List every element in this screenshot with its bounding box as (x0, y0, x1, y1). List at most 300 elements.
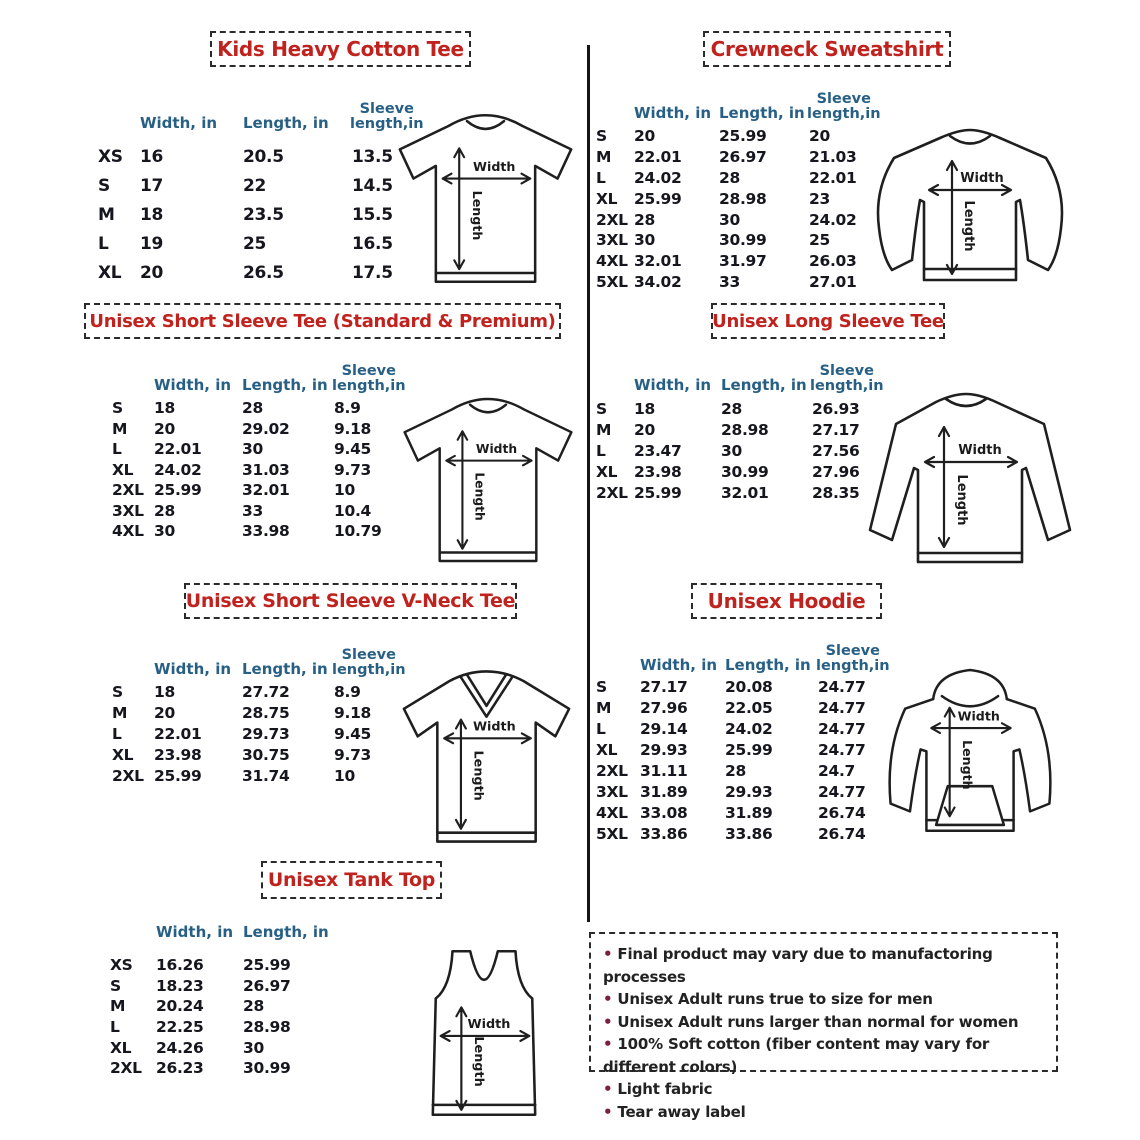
cell-text: • Final product may vary due to manufactoring processes (603, 945, 993, 986)
v-collar-line (461, 677, 512, 716)
cell-length: 27.72 (242, 683, 290, 702)
width-arrow-label: Width (957, 708, 1000, 724)
cell-width: 23.98 (634, 462, 682, 481)
width-arrow (444, 733, 531, 743)
table-header-row (596, 350, 892, 394)
table-header-row (596, 630, 898, 674)
cell-length: 30 (243, 1038, 264, 1057)
cell-sleeve: 27.96 (812, 462, 860, 481)
cell-width: 22.01 (154, 440, 202, 459)
table-body (596, 126, 889, 292)
cell-size: 3XL (596, 782, 628, 801)
header-length: Length, in (242, 376, 328, 394)
cell-length: 26.5 (243, 262, 284, 283)
cell-size: S (112, 399, 123, 418)
cell-width: 23.47 (634, 441, 682, 460)
cell-length: 28 (243, 997, 264, 1016)
cell-size: M (596, 420, 612, 439)
cell-width: 26.23 (156, 1059, 204, 1078)
cell-width: 33.08 (640, 803, 688, 822)
length-arrow-label: Length (469, 190, 485, 241)
table-header-row (98, 84, 442, 132)
length-arrow-label: Length (960, 740, 976, 790)
cell-size: XL (596, 189, 618, 208)
header-width: Width, in (156, 923, 234, 941)
cell-length: 30.99 (243, 1059, 291, 1078)
cell-width: 20 (634, 127, 655, 146)
size-table-kids-tee (98, 84, 442, 287)
header-length: Length, in (243, 923, 329, 941)
cell-width: 16 (140, 146, 164, 167)
cell-size: XL (596, 740, 618, 759)
header-length: Length, in (243, 114, 329, 132)
cell-sleeve: 10.4 (334, 501, 372, 520)
width-arrow (446, 456, 531, 465)
cell-width: 34.02 (634, 272, 682, 291)
panel-title-text: Unisex Short Sleeve V-Neck Tee (185, 590, 516, 612)
table-row (112, 480, 414, 501)
table-row (98, 200, 442, 229)
cell-sleeve: 24.77 (818, 782, 866, 801)
table-row (596, 147, 889, 168)
cell-sleeve: 24.77 (818, 677, 866, 696)
panel-title-crewneck-sweatshirt (703, 31, 951, 67)
cell-text: • Tear away label (603, 1103, 746, 1121)
header-width: Width, in (154, 660, 232, 678)
table-row (603, 943, 1044, 988)
short-sleeve-tee-illustration (398, 393, 578, 568)
cell-length: 28 (725, 761, 746, 780)
cell-size: XL (110, 1038, 132, 1057)
cell-sleeve: 28.35 (812, 483, 860, 502)
cell-size: XL (98, 262, 122, 283)
cell-sleeve: 27.56 (812, 441, 860, 460)
table-row (110, 1037, 343, 1058)
v-collar-inner-line (467, 674, 506, 705)
cell-sleeve: 27.17 (812, 420, 860, 439)
table-row (596, 168, 889, 189)
table-row (110, 1017, 343, 1038)
cell-length: 23.5 (243, 204, 284, 225)
cell-length: 28 (242, 399, 263, 418)
cell-sleeve: 10 (334, 766, 355, 785)
cell-sleeve: 24.77 (818, 719, 866, 738)
header-width: Width, in (154, 376, 232, 394)
cell-text: • 100% Soft cotton (fiber content may vary for different colors) (603, 1035, 989, 1076)
length-arrow-label: Length (472, 472, 487, 521)
cell-length: 29.93 (725, 782, 773, 801)
cell-size: 4XL (112, 522, 144, 541)
length-arrow (458, 431, 467, 548)
cell-length: 28 (719, 168, 740, 187)
cell-width: 25.99 (154, 766, 202, 785)
cell-length: 30 (719, 210, 740, 229)
cell-size: L (596, 441, 606, 460)
panel-title-kids-heavy-cotton-tee (210, 31, 471, 67)
cell-length: 22 (243, 175, 267, 196)
table-header-row (112, 350, 414, 394)
long-sleeve-tee-illustration (858, 390, 1078, 572)
panel-title-text: Unisex Long Sleeve Tee (712, 310, 944, 332)
table-row (596, 802, 898, 823)
cell-length: 33 (719, 272, 740, 291)
table-row (596, 718, 898, 739)
cell-length: 31.03 (242, 460, 290, 479)
cell-length: 25.99 (243, 956, 291, 975)
cell-sleeve: 9.45 (334, 440, 372, 459)
length-arrow (454, 148, 464, 269)
cell-size: 2XL (596, 483, 628, 502)
panel-title-text: Unisex Tank Top (267, 869, 436, 891)
cell-size: S (98, 175, 110, 196)
size-table-crewneck (596, 78, 889, 292)
cell-size: M (596, 698, 612, 717)
panel-title-text: Unisex Hoodie (707, 589, 866, 613)
cell-size: 2XL (596, 210, 628, 229)
table-row (596, 272, 889, 293)
panel-title-unisex-long-sleeve-tee (711, 303, 945, 339)
header-sleeve: Sleeve length,in (332, 646, 406, 678)
cell-width: 28 (634, 210, 655, 229)
cell-width: 29.14 (640, 719, 688, 738)
cell-width: 22.01 (634, 148, 682, 167)
cell-width: 20 (154, 419, 175, 438)
width-arrow-label: Width (960, 171, 1004, 186)
length-arrow-label: Length (954, 474, 969, 526)
table-row (112, 765, 414, 786)
cell-sleeve: 16.5 (352, 233, 393, 254)
tank-top-illustration (420, 945, 548, 1121)
panel-title-text: Unisex Short Sleeve Tee (Standard & Premium) (89, 310, 556, 332)
cell-width: 20 (140, 262, 164, 283)
table-row (603, 1101, 1044, 1124)
width-arrow-label: Width (473, 158, 516, 174)
header-length: Length, in (725, 656, 811, 674)
table-body (110, 955, 343, 1079)
cell-length: 26.97 (243, 976, 291, 995)
cell-sleeve: 27.01 (809, 272, 857, 291)
cell-size: 5XL (596, 824, 628, 843)
collar-line (946, 399, 986, 406)
panel-title-text: Crewneck Sweatshirt (710, 37, 944, 61)
width-arrow (925, 457, 1017, 467)
cell-width: 20 (634, 420, 655, 439)
collar-line (950, 136, 990, 144)
panel-title-unisex-hoodie (691, 583, 882, 619)
cell-size: M (98, 204, 115, 225)
table-row (112, 744, 414, 765)
kangaroo-pocket (936, 786, 1004, 825)
table-row (110, 1058, 343, 1079)
cell-sleeve: 9.18 (334, 419, 372, 438)
panel-title-unisex-short-sleeve-tee (84, 303, 561, 339)
table-row (98, 229, 442, 258)
cell-sleeve: 8.9 (334, 399, 361, 418)
cell-length: 33.86 (725, 824, 773, 843)
cell-sleeve: 9.45 (334, 724, 372, 743)
cell-length: 30 (721, 441, 742, 460)
table-row (596, 398, 892, 419)
table-row (112, 419, 414, 440)
cell-width: 20.24 (156, 997, 204, 1016)
cell-size: L (98, 233, 109, 254)
cell-width: 30 (154, 522, 175, 541)
width-arrow (443, 174, 531, 184)
cell-size: S (596, 677, 607, 696)
cell-width: 18 (154, 683, 175, 702)
product-notes-box (589, 932, 1058, 1121)
cell-width: 24.26 (156, 1038, 204, 1057)
cell-sleeve: 24.77 (818, 740, 866, 759)
cell-size: L (110, 1018, 120, 1037)
table-row (112, 682, 414, 703)
cell-size: XL (112, 745, 134, 764)
cell-width: 27.96 (640, 698, 688, 717)
cell-width: 30 (634, 231, 655, 250)
width-arrow (931, 723, 1010, 733)
cell-size: 2XL (110, 1059, 142, 1078)
cell-length: 22.05 (725, 698, 773, 717)
cell-length: 29.02 (242, 419, 290, 438)
table-row (603, 988, 1044, 1011)
table-row (603, 1011, 1044, 1034)
cell-size: XS (98, 146, 123, 167)
cell-width: 31.11 (640, 761, 688, 780)
panel-title-unisex-tank-top (261, 861, 442, 899)
column-divider (587, 45, 590, 922)
cell-size: S (110, 976, 121, 995)
cell-sleeve: 9.73 (334, 460, 372, 479)
table-row (112, 439, 414, 460)
cell-length: 30.99 (721, 462, 769, 481)
cell-size: 2XL (112, 766, 144, 785)
hood-opening-line (942, 696, 998, 706)
panel-title-text: Kids Heavy Cotton Tee (217, 37, 464, 61)
table-row (596, 482, 892, 503)
cell-length: 28 (721, 399, 742, 418)
cell-size: M (596, 148, 612, 167)
cell-length: 30.75 (242, 745, 290, 764)
cell-sleeve: 26.74 (818, 824, 866, 843)
cell-length: 32.01 (721, 483, 769, 502)
table-row (98, 258, 442, 287)
cell-size: L (596, 168, 606, 187)
cell-sleeve: 26.93 (812, 399, 860, 418)
panel-title-v-neck-tee (184, 583, 517, 619)
cell-width: 24.02 (154, 460, 202, 479)
cell-size: 4XL (596, 803, 628, 822)
cell-length: 25 (243, 233, 267, 254)
cell-size: 3XL (596, 231, 628, 250)
header-width: Width, in (634, 104, 712, 122)
cell-size: 3XL (112, 501, 144, 520)
length-arrow-label: Length (471, 1036, 487, 1087)
cell-length: 20.08 (725, 677, 773, 696)
width-arrow-label: Width (475, 442, 518, 457)
table-row (112, 501, 414, 522)
cell-length: 25.99 (725, 740, 773, 759)
table-row (596, 251, 889, 272)
header-sleeve: Sleeve length,in (350, 100, 424, 132)
table-body (596, 676, 898, 844)
cell-length: 28.98 (719, 189, 767, 208)
garment-outline (405, 399, 572, 561)
cell-sleeve: 10 (334, 481, 355, 500)
width-arrow-label: Width (467, 1017, 511, 1033)
size-table-short-sleeve-tee (112, 350, 414, 542)
collar-line (467, 121, 504, 129)
header-length: Length, in (721, 376, 807, 394)
cell-sleeve: 21.03 (809, 148, 857, 167)
table-row (603, 1033, 1044, 1078)
cell-sleeve: 26.74 (818, 803, 866, 822)
cell-sleeve: 24.77 (818, 698, 866, 717)
cell-width: 20 (154, 704, 175, 723)
table-row (603, 1078, 1044, 1101)
cell-size: 2XL (596, 761, 628, 780)
header-sleeve: Sleeve length,in (816, 642, 890, 674)
cell-size: S (596, 127, 607, 146)
cell-sleeve: 9.73 (334, 745, 372, 764)
cell-size: M (112, 704, 128, 723)
cell-length: 31.74 (242, 766, 290, 785)
cell-length: 31.89 (725, 803, 773, 822)
hood-outline (933, 670, 1007, 699)
cell-sleeve: 23 (809, 189, 830, 208)
cell-width: 17 (140, 175, 164, 196)
size-table-long-sleeve-tee (596, 350, 892, 503)
table-header-row (112, 634, 414, 678)
size-table-hoodie (596, 630, 898, 844)
cell-width: 32.01 (634, 252, 682, 271)
length-arrow-label: Length (961, 200, 976, 252)
length-arrow (947, 161, 957, 274)
table-row (112, 724, 414, 745)
cell-width: 25.99 (634, 189, 682, 208)
cell-length: 25.99 (719, 127, 767, 146)
notes-list (603, 943, 1044, 1123)
table-row (596, 419, 892, 440)
cell-size: 5XL (596, 272, 628, 291)
cell-width: 23.98 (154, 745, 202, 764)
cell-length: 33.98 (242, 522, 290, 541)
cell-length: 28.98 (243, 1018, 291, 1037)
width-arrow-label: Width (472, 719, 516, 735)
cell-width: 18.23 (156, 976, 204, 995)
table-row (98, 142, 442, 171)
collar-line (470, 405, 506, 413)
cell-length: 30 (242, 440, 263, 459)
cell-sleeve: 14.5 (352, 175, 393, 196)
cell-size: XL (596, 462, 618, 481)
cell-sleeve: 20 (809, 127, 830, 146)
cell-width: 18 (154, 399, 175, 418)
table-row (596, 209, 889, 230)
header-length: Length, in (719, 104, 805, 122)
cell-sleeve: 22.01 (809, 168, 857, 187)
table-body (596, 398, 892, 503)
table-row (596, 188, 889, 209)
header-width: Width, in (140, 114, 218, 132)
table-body (98, 142, 442, 287)
crewneck-sweatshirt-illustration (868, 128, 1072, 295)
cell-length: 28.98 (721, 420, 769, 439)
table-row (596, 781, 898, 802)
header-length: Length, in (242, 660, 328, 678)
table-row (596, 676, 898, 697)
cell-length: 28.75 (242, 704, 290, 723)
header-sleeve: Sleeve length,in (807, 90, 881, 122)
cell-length: 29.73 (242, 724, 290, 743)
length-arrow (456, 720, 466, 829)
table-row (596, 461, 892, 482)
cell-width: 18 (140, 204, 164, 225)
header-width: Width, in (640, 656, 718, 674)
cell-width: 16.26 (156, 956, 204, 975)
cell-sleeve: 26.03 (809, 252, 857, 271)
cell-width: 19 (140, 233, 164, 254)
table-row (596, 739, 898, 760)
cell-sleeve: 13.5 (352, 146, 393, 167)
cell-text: • Unisex Adult runs larger than normal for women (603, 1013, 1018, 1031)
cell-length: 30.99 (719, 231, 767, 250)
cell-size: L (596, 719, 606, 738)
table-row (110, 976, 343, 997)
table-row (98, 171, 442, 200)
table-row (112, 521, 414, 542)
table-row (596, 440, 892, 461)
cell-size: M (112, 419, 128, 438)
cell-sleeve: 8.9 (334, 683, 361, 702)
cell-width: 22.01 (154, 724, 202, 743)
table-row (596, 760, 898, 781)
table-row (596, 126, 889, 147)
table-row (112, 460, 414, 481)
table-row (596, 697, 898, 718)
cell-width: 22.25 (156, 1018, 204, 1037)
cell-size: L (112, 724, 122, 743)
cell-text: • Unisex Adult runs true to size for men (603, 990, 933, 1008)
cell-width: 29.93 (640, 740, 688, 759)
length-arrow-label: Length (470, 750, 486, 801)
table-row (110, 955, 343, 976)
cell-length: 20.5 (243, 146, 284, 167)
cell-sleeve: 10.79 (334, 522, 382, 541)
table-body (112, 398, 414, 542)
width-arrow-label: Width (958, 443, 1002, 458)
table-header-row (596, 78, 889, 122)
width-arrow (929, 185, 1011, 195)
table-row (112, 398, 414, 419)
cell-length: 31.97 (719, 252, 767, 271)
cell-length: 24.02 (725, 719, 773, 738)
cell-sleeve: 17.5 (352, 262, 393, 283)
table-row (596, 230, 889, 251)
cell-width: 31.89 (640, 782, 688, 801)
cell-length: 26.97 (719, 148, 767, 167)
cell-sleeve: 24.7 (818, 761, 856, 780)
cell-width: 25.99 (634, 483, 682, 502)
header-sleeve: Sleeve length,in (810, 362, 884, 394)
cell-sleeve: 9.18 (334, 704, 372, 723)
cell-width: 28 (154, 501, 175, 520)
cell-width: 27.17 (640, 677, 688, 696)
cell-size: M (110, 997, 126, 1016)
cell-width: 24.02 (634, 168, 682, 187)
cell-width: 33.86 (640, 824, 688, 843)
cell-length: 33 (242, 501, 263, 520)
cell-width: 18 (634, 399, 655, 418)
